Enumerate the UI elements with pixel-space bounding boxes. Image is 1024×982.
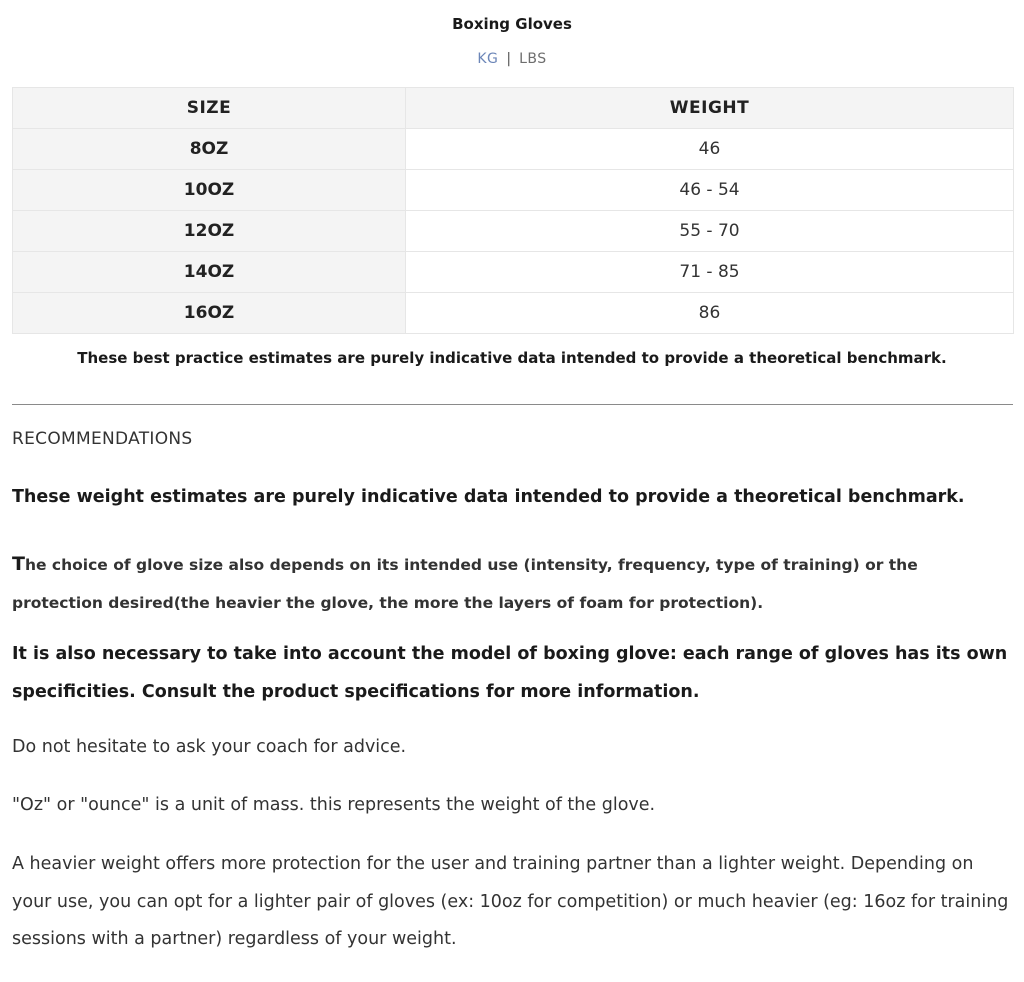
recommendation-paragraph-model: It is also necessary to take into account the model of boxing glove: each range of gloves has its own specificities. Consult the product specifications for more information. [12, 644, 1008, 702]
table-row [13, 211, 1014, 252]
recommendation-paragraph-benchmark: These weight estimates are purely indicative data intended to provide a theoretical benchmark. [12, 487, 965, 507]
column-header-weight: WEIGHT [406, 88, 1014, 129]
page-title: Boxing Gloves [452, 15, 572, 33]
table-row [13, 170, 1014, 211]
weight-cell: 46 [406, 129, 1014, 170]
section-divider [12, 404, 1013, 405]
weight-cell: 86 [406, 293, 1014, 334]
weight-cell: 46 - 54 [406, 170, 1014, 211]
recommendation-paragraph-ounce: "Oz" or "ounce" is a unit of mass. this represents the weight of the glove. [12, 795, 656, 815]
paragraph-text: he choice of glove size also depends on its intended use (intensity, frequency, type of training) or the protection desired(the heavier the glove, the more the layers of foam for protection). [12, 556, 918, 612]
size-chart-table [12, 87, 1014, 334]
size-cell: 10OZ [13, 170, 406, 211]
table-row [13, 252, 1014, 293]
unit-separator: | [506, 51, 512, 67]
table-disclaimer: These best practice estimates are purely indicative data intended to provide a theoretical benchmark. [77, 349, 947, 367]
size-cell: 8OZ [13, 129, 406, 170]
table-row [13, 129, 1014, 170]
unit-kg-toggle[interactable]: KG [477, 51, 499, 67]
column-header-size: SIZE [13, 88, 406, 129]
table-row [13, 293, 1014, 334]
size-cell: 14OZ [13, 252, 406, 293]
recommendations-heading: RECOMMENDATIONS [12, 429, 193, 449]
drop-letter: T [12, 553, 25, 575]
recommendation-paragraph-coach: Do not hesitate to ask your coach for advice. [12, 737, 407, 757]
unit-lbs-toggle[interactable]: LBS [519, 51, 547, 67]
recommendation-paragraph-intended-use [12, 545, 1012, 622]
size-cell: 16OZ [13, 293, 406, 334]
weight-cell: 71 - 85 [406, 252, 1014, 293]
recommendation-paragraph-weight-choice: A heavier weight offers more protection for the user and training partner than a lighter weight. Depending on your use, you can opt for a lighter pair of gloves (ex: 10oz for competition) or much heavier (eg: 16oz for training sessions with a partner) regardless of your weight. [12, 854, 1009, 949]
unit-switcher [0, 51, 1024, 67]
size-cell: 12OZ [13, 211, 406, 252]
weight-cell: 55 - 70 [406, 211, 1014, 252]
table-header-row [13, 88, 1014, 129]
